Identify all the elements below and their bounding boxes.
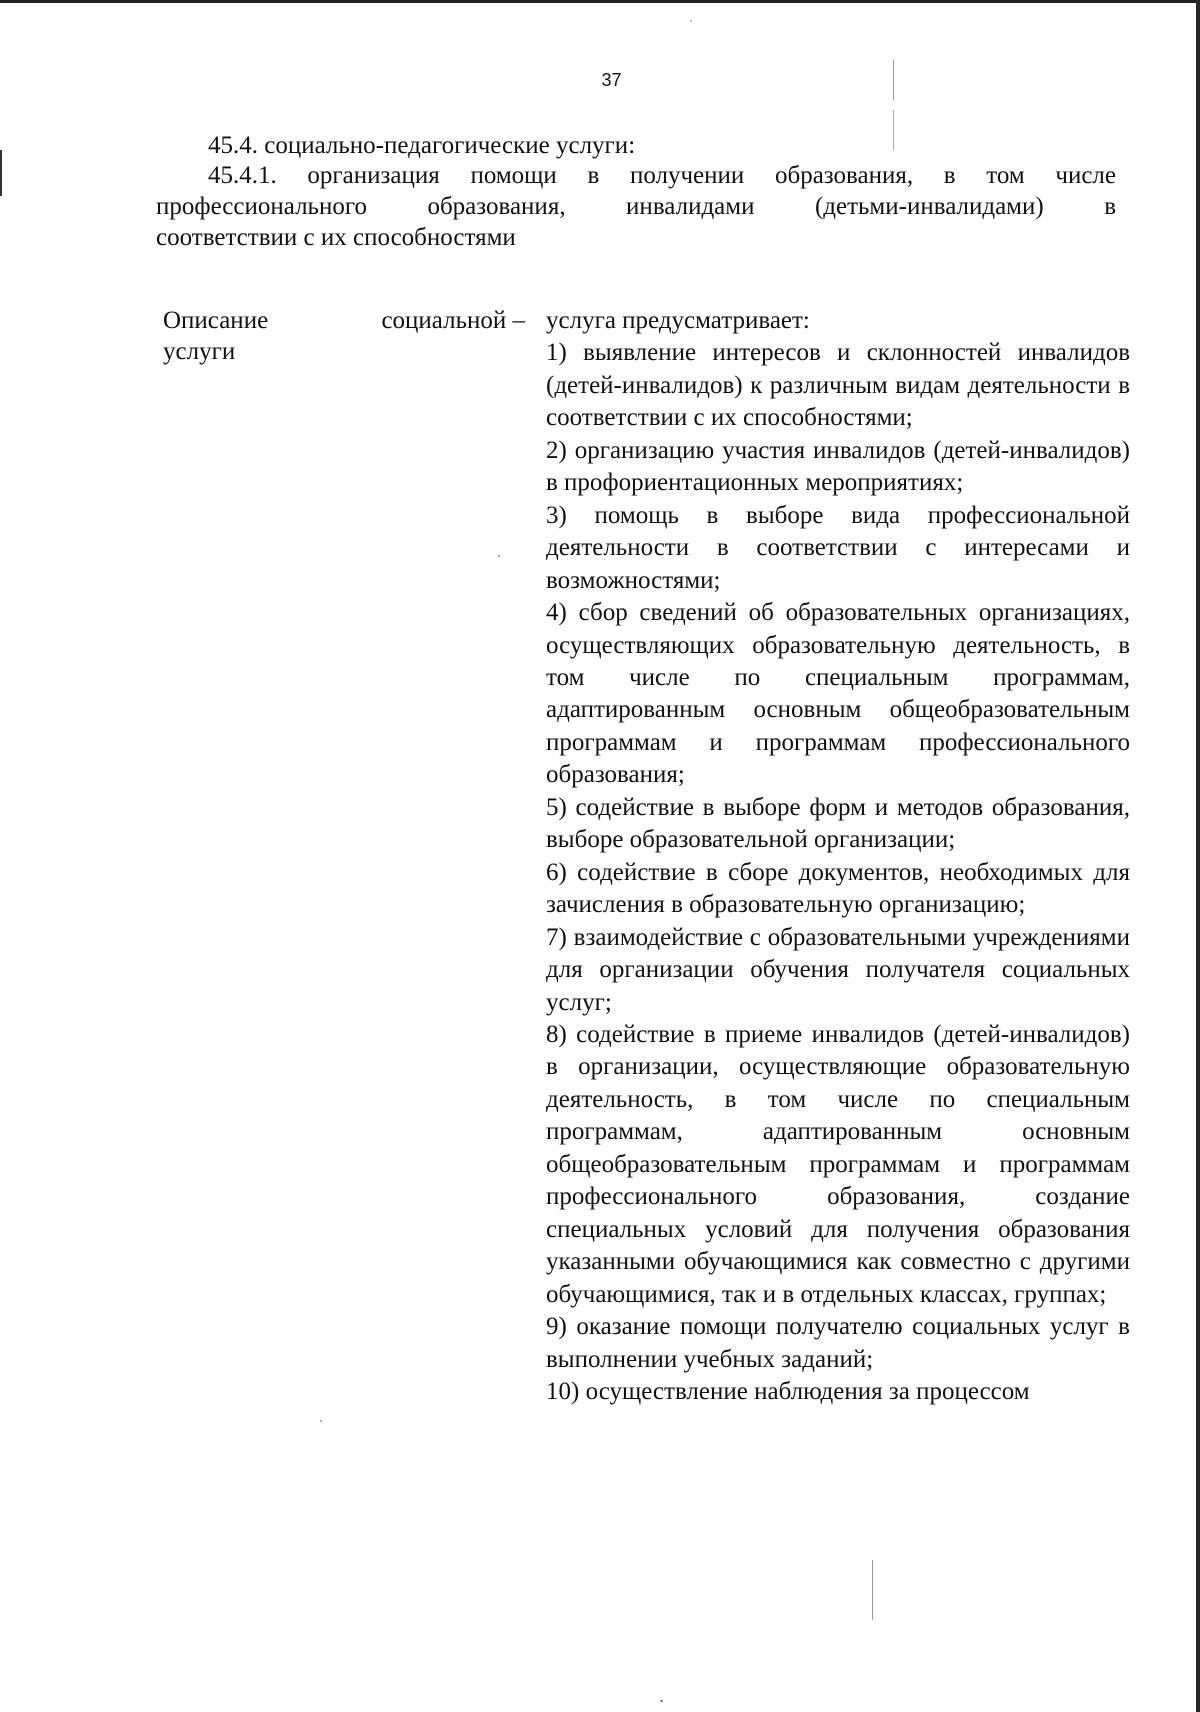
scan-speck: [690, 20, 692, 22]
subsection-line: профессионального образования, инвалидами (детьми-инвалидами) в: [156, 193, 1116, 220]
description-label-word: Описание: [163, 307, 269, 334]
subsection-paragraph: [156, 160, 1116, 253]
list-item: 6) содействие в сборе документов, необходимых для зачисления в образовательную организацию;: [546, 858, 1130, 919]
description-label-line: услуги: [163, 338, 236, 365]
list-item: 2) организацию участия инвалидов (детей-инвалидов) в профориентационных мероприятиях;: [546, 436, 1130, 497]
scan-speck: [660, 1700, 663, 1702]
description-label: [163, 305, 525, 367]
list-item: 4) сбор сведений об образовательных организациях, осуществляющих образовательную деятельность, в том числе по специальным программам, адаптированным основным общеобразовательным программам и программам профессионального образования;: [546, 599, 1130, 789]
list-item: 3) помощь в выборе вида профессиональной деятельности в соответствии с интересами и возможностями;: [546, 501, 1130, 594]
list-item: 9) оказание помощи получателю социальных услуг в выполнении учебных заданий;: [546, 1313, 1130, 1373]
scan-speck: [498, 555, 500, 557]
list-item: 5) содействие в выборе форм и методов образования, выборе образовательной организации;: [546, 793, 1130, 854]
page-number: 37: [601, 70, 622, 90]
list-item: 8) содействие в приеме инвалидов (детей-инвалидов) в организации, осуществляющие образовательную деятельность, в том числе по специальным программам, адаптированным основным общеобразовательным программам и программам профессионального образования, создание специальных условий для получения образования указанными обучающимися как совместно с другими обучающимися, так и в отдельных классах, группах;: [546, 1020, 1130, 1308]
subsection-line: соответствии с их способностями: [156, 224, 516, 251]
list-item: 7) взаимодействие с образовательными учреждениями для организации обучения получателя социальных услуг;: [546, 923, 1130, 1016]
list-item: 1) выявление интересов и склонностей инвалидов (детей-инвалидов) к различным видам деятельности в соответствии с их способностями;: [546, 339, 1130, 432]
scan-edge-mark: [0, 150, 2, 196]
scan-speck: [893, 60, 894, 100]
scan-border-top: [0, 0, 1200, 3]
subsection-line: 45.4.1. организация помощи в получении образования, в том числе: [208, 162, 1116, 189]
section-heading: 45.4. социально-педагогические услуги:: [208, 132, 636, 159]
scan-speck: [320, 1420, 322, 1422]
description-label-row: [163, 305, 525, 336]
description-label-word: социальной –: [381, 307, 525, 334]
description-content: [546, 305, 1130, 1408]
scan-border-right: [1196, 0, 1200, 1712]
scan-speck: [893, 110, 894, 150]
scan-speck: [872, 1560, 873, 1620]
list-item: 10) осуществление наблюдения за процессом: [546, 1377, 1030, 1405]
description-intro: услуга предусматривает:: [546, 307, 810, 334]
